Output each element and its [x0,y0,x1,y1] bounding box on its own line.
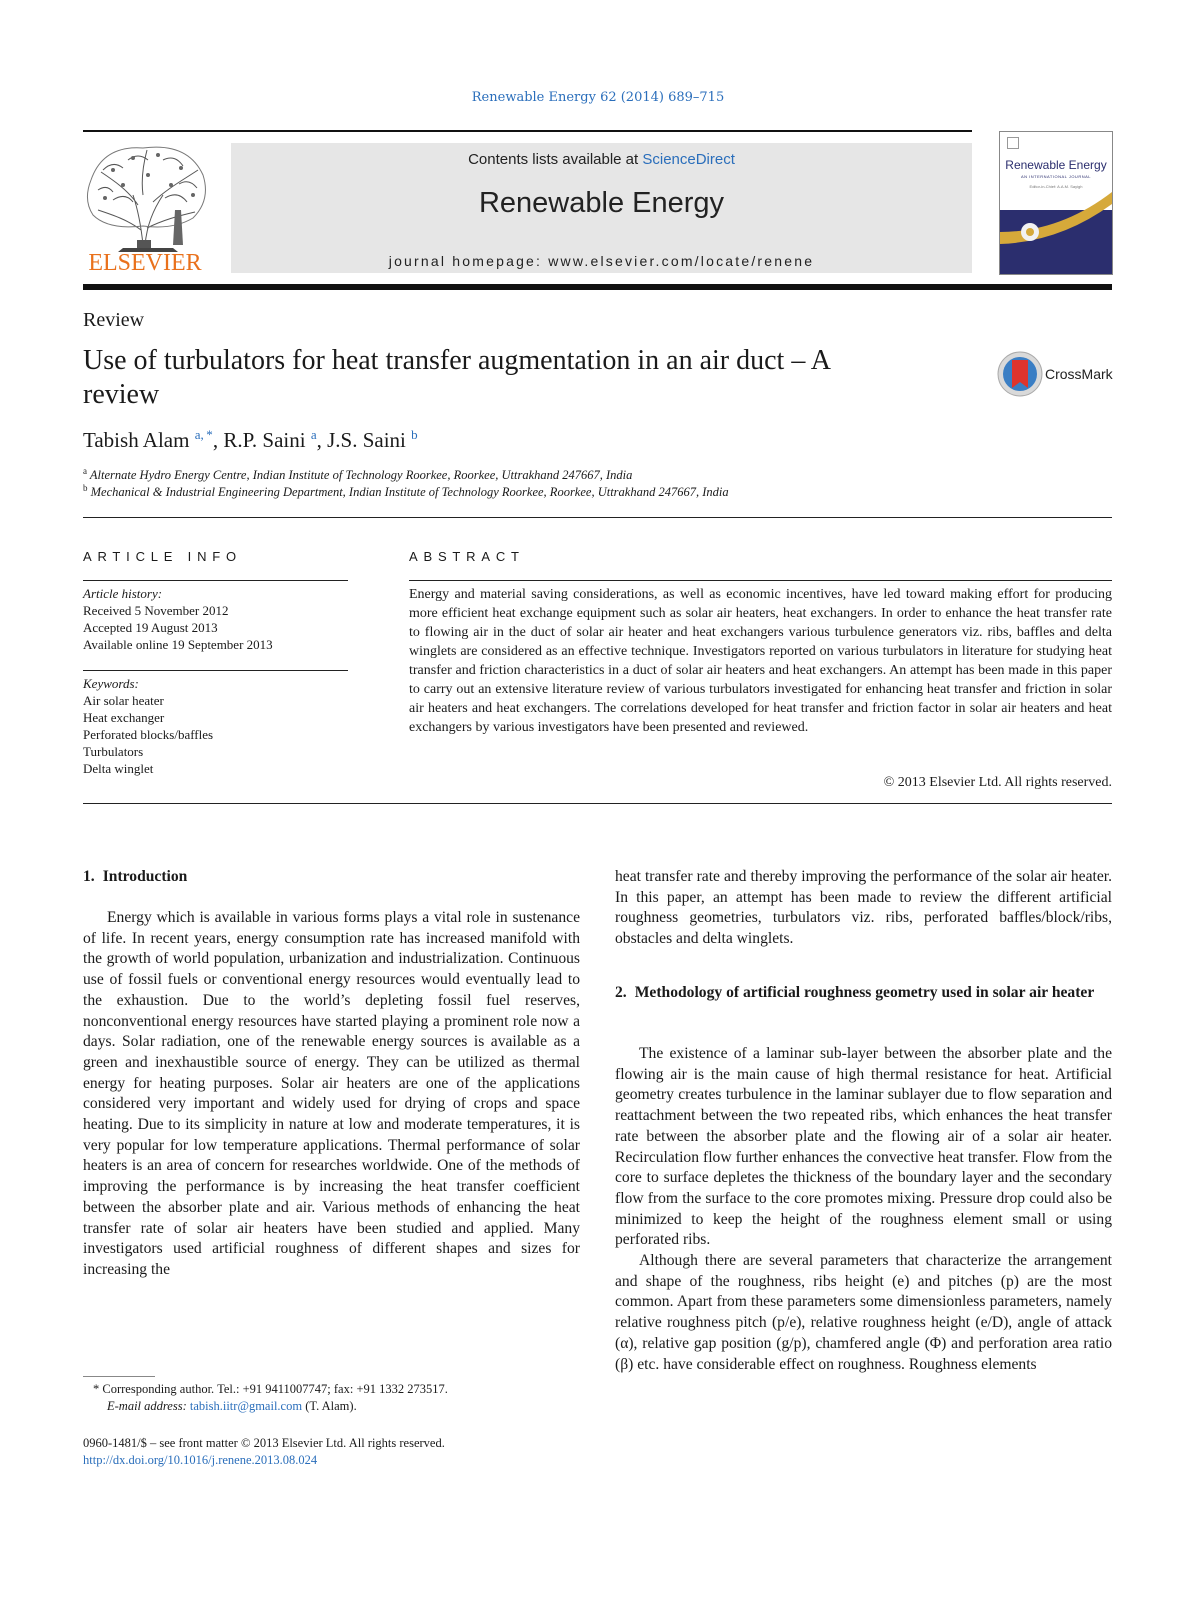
article-title: Use of turbulators for heat transfer augmentation in an air duct – A review [83,345,830,410]
section-heading-introduction: 1. Introduction [83,868,188,885]
keyword: Air solar heater [83,693,164,708]
footnote-rule [83,1376,155,1377]
author-email-link[interactable]: tabish.iitr@gmail.com [189,1399,303,1413]
front-matter [83,1435,445,1469]
keyword: Heat exchanger [83,710,165,725]
header-heavy-rule [83,284,1112,290]
author-affiliation-marker[interactable]: a [310,427,317,442]
journal-citation[interactable]: Renewable Energy 62 (2014) 689–715 [471,90,725,105]
info-divider [83,580,348,581]
history-label: Article history: [83,586,163,601]
abstract-bottom-divider [83,803,1112,804]
article-info-heading: ARTICLE INFO [83,549,242,564]
history-item: Received 5 November 2012 [83,603,229,618]
corresponding-author-footnote: * Corresponding author. Tel.: +91 9411007747; fax: +91 1332 273517. E-mail address: tabish.iitr@gmail.com (T. Alam). [93,1382,448,1413]
abstract-divider [409,580,1112,581]
history-item: Available online 19 September 2013 [83,637,273,652]
journal-name: Renewable Energy [478,187,725,219]
keywords [83,675,348,777]
introduction-paragraph: Energy which is available in various forms plays a vital role in sustenance of life. In recent years, energy consumption rate has increased manifold with the growth of world population, urbanization and industrialization. Continuous use of fossil fuels or conventional energy resources would eventually lead to the exhaustion. Due to the world’s depleting fossil fuel reserves, nonconventional energy resources have started playing a prominent role now a days. Solar radiation, one of the renewable energy sources is available as a green and inexhaustible source of energy. They can be utilized as thermal energy for heating purposes. Solar air heaters are one of the applications considered very important and widely used for drying of crops and space heating. Due to its simplicity in nature at low and moderate temperatures, it is very popular for low temperature applications. Thermal performance of solar heaters is an area of concern for researches worldwide. One of the methods of improving the performance is by increasing the heat transfer coefficient between the absorber plate and air. Various methods of enhancing the heat transfer rate of solar air heaters have been studied and applied. Many investigators used artificial roughness of different shapes and sizes for increasing the [83,909,580,1278]
cover-publisher-icon [1007,137,1019,149]
crossmark-label[interactable]: CrossMark [1045,366,1113,382]
crossmark-icon[interactable] [996,350,1044,398]
methodology-paragraphs: The existence of a laminar sub-layer between the absorber plate and the flowing air is the main cause of high thermal resistance for heat. Artificial geometry creates turbulence in the laminar sublayer due to flow separation and reattachment between the two repeated ribs, which enhances the heat transfer rate between the absorber plate and the flowing air of a solar air heater. Recirculation flow further enhances the convective heat transfer. Flow from the core to surface depletes the thickness of the boundary layer and the secondary flow from the surface to the core promotes mixing. Pressure drop could also be minimized to keep the height of the roughness element small or using perforated ribs. Although there are several parameters that characterize the arrangement and shape of the roughness, ribs height (e) and pitches (p) are the most common. Apart from these parameters some dimensionless parameters, namely relative roughness pitch (p/e), relative roughness height (e/D), angle of attack (α), relative gap position (g/p), chamfered angle (Φ) and perforation area ratio (β) etc. have considerable effect on roughness. Roughness elements [615,1045,1112,1373]
cover-swoosh-icon [1000,192,1112,274]
cover-title: Renewable Energy [1005,158,1107,172]
cover-editor: Editor-in-Chief: A.A.M. Sayigh [1029,184,1083,189]
abstract-text: Energy and material saving considerations, as well as economic incentives, have led toward making effort for producing more efficient heat exchange equipment such as solar air heaters, heat exchangers. In order to enhance the heat transfer rate to flowing air in the duct of solar air heater and heat exchangers various turbulence generators viz. ribs, baffles and delta winglets are considered as an effective technique. Investigators reported on various turbulators in literature for studying heat transfer and friction characteristics in a duct of solar air heaters and heat exchangers. An attempt has been made in this paper to carry out an extensive literature review of various turbulators investigated for enhancing heat transfer and friction in solar air heaters and heat exchangers. The correlations developed for heat transfer and friction factor in solar air heaters and heat exchangers by various investigators have been presented and reviewed. [409,587,1112,735]
keyword: Perforated blocks/baffles [83,727,214,742]
journal-homepage[interactable]: journal homepage: www.elsevier.com/locate/renene [388,253,815,269]
affiliation: $^a$ Alternate Hydro Energy Centre, Indian Institute of Technology Roorkee, Roorkee, Uttrakhand 247667, India [83,466,633,483]
introduction-continuation: heat transfer rate and thereby improving the performance of the solar air heater. In this paper, an attempt has been made to review the different artificial roughness geometries, turbulators viz. ribs, perforated baffles/block/ribs, obstacles and delta winglets. [615,868,1112,948]
keyword: Turbulators [83,744,144,759]
author-name[interactable]: Tabish Alam [83,428,190,452]
history-item: Accepted 19 August 2013 [83,620,218,635]
elsevier-wordmark[interactable]: ELSEVIER [88,250,202,276]
issn-line: 0960-1481/$ – see front matter © 2013 Elsevier Ltd. All rights reserved. [83,1436,445,1450]
abstract-heading: ABSTRACT [409,549,525,564]
affiliation: $^b$ Mechanical & Industrial Engineering Department, Indian Institute of Technology Roorkee, Roorkee, Uttrakhand 247667, India [83,483,729,500]
article-type: Review [83,309,145,331]
header-rule [83,130,972,132]
author-affiliation-marker[interactable]: a, * [194,427,213,442]
keywords-label: Keywords: [83,676,139,691]
article-history [83,585,348,653]
author-list: Tabish Alam $^{a, *}$, R.P. Saini $^a$, J.S. Saini $^b$ [83,427,418,452]
cover-subtitle: AN INTERNATIONAL JOURNAL [1020,174,1091,179]
doi-link[interactable]: http://dx.doi.org/10.1016/j.renene.2013.08.024 [83,1453,318,1467]
journal-masthead [231,143,972,273]
title-divider [83,517,1112,518]
author-name[interactable]: J.S. Saini [327,428,406,452]
contents-line: Contents lists available at ScienceDirect [468,151,735,168]
sciencedirect-link[interactable]: ScienceDirect [642,151,735,168]
section-heading-methodology: 2. Methodology of artificial roughness geometry used in solar air heater [615,984,1095,1001]
keywords-divider [83,670,348,671]
keyword: Delta winglet [83,761,154,776]
journal-cover-thumbnail[interactable] [999,131,1113,275]
abstract-copyright: © 2013 Elsevier Ltd. All rights reserved. [883,775,1112,790]
author-name[interactable]: R.P. Saini [223,428,306,452]
author-affiliation-marker[interactable]: b [411,427,418,442]
